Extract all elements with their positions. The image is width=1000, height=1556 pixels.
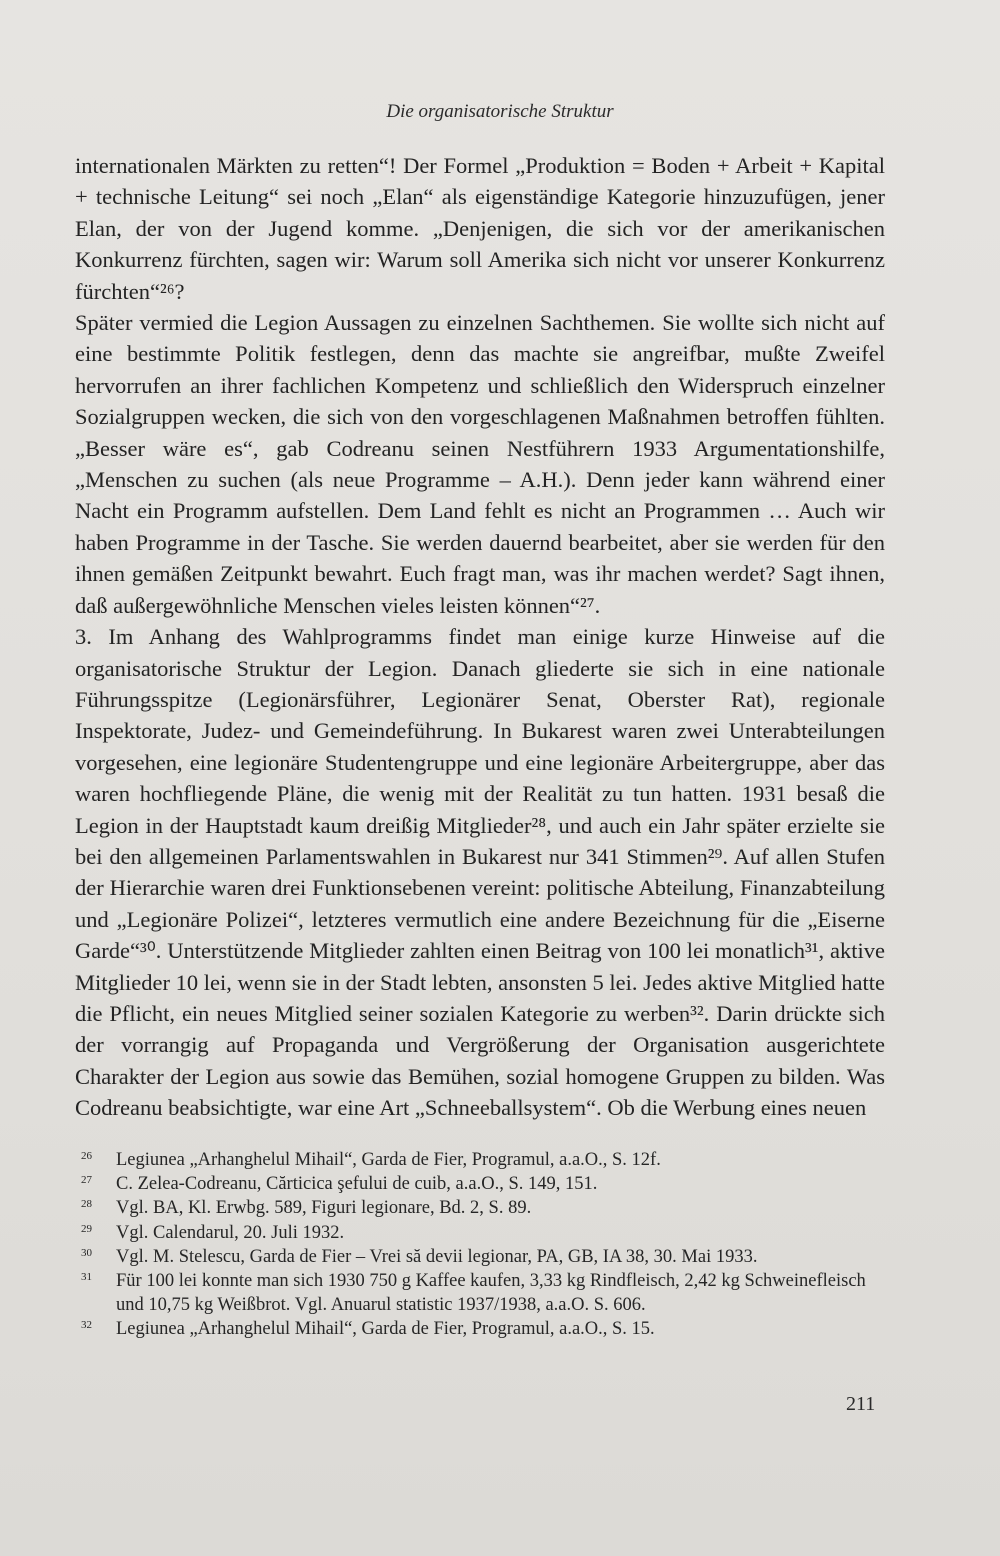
footnote <box>75 1245 895 1269</box>
footnote-number: 27 <box>81 1174 92 1187</box>
footnote-text: Vgl. M. Stelescu, Garda de Fier – Vrei să devii legionar, PA, GB, IA 38, 30. Mai 1933. <box>116 1246 758 1267</box>
body-text <box>75 150 885 1124</box>
footnotes <box>75 1148 895 1342</box>
footnote-text: Für 100 lei konnte man sich 1930 750 g Kaffee kaufen, 3,33 kg Rindfleisch, 2,42 kg Schweinefleisch und 10,75 kg Weißbrot. Vgl. Anuarul statistic 1937/1938, a.a.O. S. 606. <box>116 1271 866 1316</box>
footnote-number: 32 <box>81 1319 92 1332</box>
paragraph: 3. Im Anhang des Wahlprogramms findet man einige kurze Hinweise auf die organisatorische Struktur der Legion. Danach gliederte sie sich in eine nationale Führungsspitze (Legionärsführer, Legionärer Senat, Oberster Rat), regionale Inspektorate, Judez- und Gemeindeführung. In Bukarest waren zwei Unterabteilungen vorgesehen, eine legionäre Studentengruppe und eine legionäre Arbeitergruppe, aber das waren hochfliegende Pläne, die wenig mit der Realität zu tun hatten. 1931 besaß die Legion in der Hauptstadt kaum dreißig Mitglieder²⁸, und auch ein Jahr später erzielte sie bei den allgemeinen Parlamentswahlen in Bukarest nur 341 Stimmen²⁹. Auf allen Stufen der Hierarchie waren drei Funktionsebenen vereint: politische Abteilung, Finanzabteilung und „Legionäre Polizei“, letzteres vermutlich eine andere Bezeichnung für die „Eiserne Garde“³⁰. Unterstützende Mitglieder zahlten einen Beitrag von 100 lei monatlich³¹, aktive Mitglieder 10 lei, wenn sie in der Stadt lebten, ansonsten 5 lei. Jedes aktive Mitglied hatte die Pflicht, ein neues Mitglied seiner sozialen Kategorie zu werben³². Darin drückte sich der vorrangig auf Propaganda und Vergrößerung der Organisation ausgerichtete Charakter der Legion aus sowie das Bemühen, sozial homogene Gruppen zu bilden. Was Codreanu beabsichtigte, war eine Art „Schneeballsystem“. Ob die Werbung eines neuen <box>75 624 885 1121</box>
footnote <box>75 1172 895 1196</box>
footnote-text: Vgl. BA, Kl. Erwbg. 589, Figuri legionare, Bd. 2, S. 89. <box>116 1198 532 1219</box>
footnote <box>75 1221 895 1245</box>
footnote-text: C. Zelea-Codreanu, Cărticica şefului de cuib, a.a.O., S. 149, 151. <box>116 1174 598 1195</box>
footnote-number: 28 <box>81 1198 92 1211</box>
footnote-number: 30 <box>81 1246 92 1259</box>
footnote-text: Legiunea „Arhanghelul Mihail“, Garda de Fier, Programul, a.a.O., S. 12f. <box>116 1150 661 1170</box>
running-head: Die organisatorische Struktur <box>386 101 614 122</box>
paragraph: internationalen Märkten zu retten“! Der Formel „Produktion = Boden + Arbeit + Kapital + technische Leitung“ sei noch „Elan“ als eigenständige Kategorie hinzuzufügen, jener Elan, der von der Jugend komme. „Denjenigen, die sich vor der amerikanischen Konkurrenz fürchten, sagen wir: Warum soll Amerika sich nicht vor unserer Konkurrenz fürchten“²⁶? <box>75 153 885 304</box>
footnote-text: Vgl. Calendarul, 20. Juli 1932. <box>116 1222 345 1243</box>
page-number: 211 <box>846 1393 876 1415</box>
footnote <box>75 1196 895 1220</box>
footnote <box>75 1148 895 1172</box>
footnote <box>75 1269 895 1317</box>
footnote-text: Legiunea „Arhanghelul Mihail“, Garda de Fier, Programul, a.a.O., S. 15. <box>116 1319 655 1340</box>
paragraph: Später vermied die Legion Aussagen zu einzelnen Sachthemen. Sie wollte sich nicht auf eine bestimmte Politik festlegen, denn das machte sie angreifbar, mußte Zweifel hervorrufen an ihrer fachlichen Kompetenz und schließlich den Widerspruch einzelner Sozialgruppen wecken, die sich von den vorgeschlagenen Maßnahmen betroffen fühlten. „Besser wäre es“, gab Codreanu seinen Nestführern 1933 Argumentationshilfe, „Menschen zu suchen (als neue Programme – A.H.). Denn jeder kann während einer Nacht ein Programm aufstellen. Dem Land fehlt es nicht an Programmen … Auch wir haben Programme in der Tasche. Sie werden dauernd bearbeitet, aber sie werden für den ihnen gemäßen Zeitpunkt bewahrt. Euch fragt man, was ihr machen werdet? Sagt ihnen, daß außergewöhnliche Menschen vieles leisten können“²⁷. <box>75 310 885 618</box>
footnote-number: 31 <box>81 1271 92 1284</box>
footnote-number: 29 <box>81 1222 92 1235</box>
footnote-number: 26 <box>81 1150 92 1162</box>
footnote <box>75 1317 895 1341</box>
